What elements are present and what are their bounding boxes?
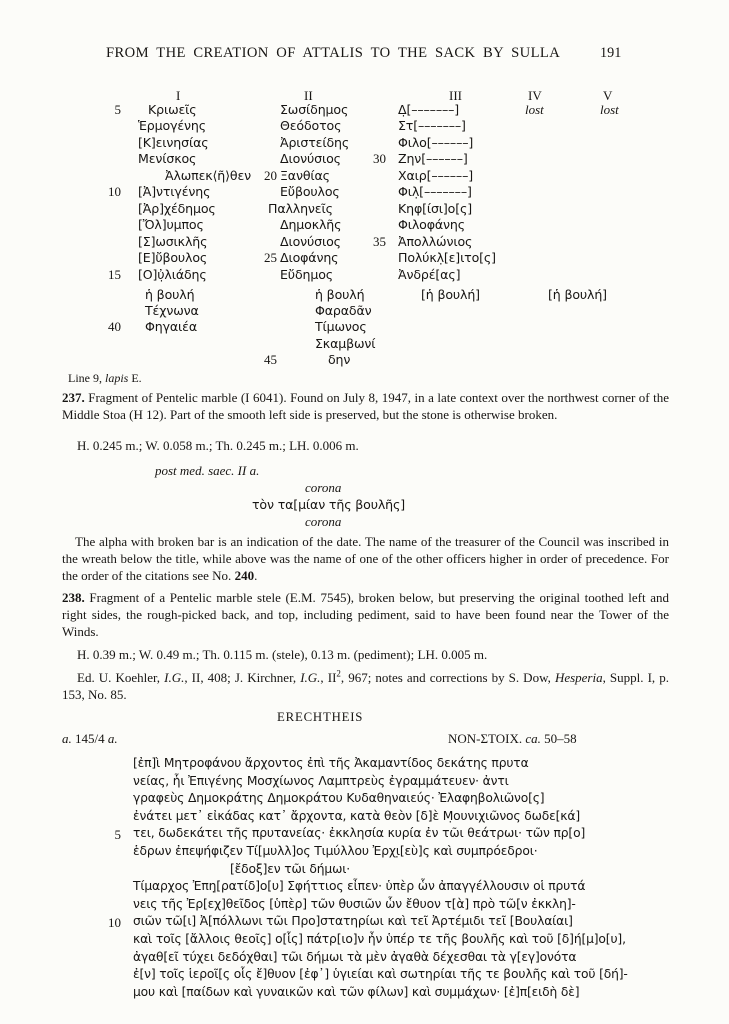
citation-row [0,303,729,320]
text-run: NON-ΣΤΟΙΧ. [448,731,526,746]
text-run: 240 [234,568,255,584]
line-number: 25 [264,250,277,266]
table-cell: Ἑρμογένης [138,118,206,134]
table-cell: Διονύσιος [280,151,341,167]
table-cell: Δημοκλῆς [280,217,342,233]
table-row [0,217,729,234]
decree-line [0,862,729,880]
decree-line [0,897,729,915]
text-run: 2 [336,668,341,679]
entry-237-description [62,389,669,423]
text-run: Ed. U. Koehler, [77,670,165,685]
decree-line [0,879,729,897]
table-cell: Στ[–––––––] [398,118,466,134]
decree-line [0,844,729,862]
page-title: FROM THE CREATION OF ATTALIS TO THE SACK BY SULLA [106,45,561,61]
table-cell: ἡ βουλή [145,286,195,302]
table-cell: Μενίσκος [138,151,197,167]
decree-line-text: νείας, ἧι Ἐπιγένης Μοσχίωνος Λαμπτρεὺς ἐγραμμάτευεν· ἀντι [133,773,509,788]
table-cell: Εὔβουλος [280,184,340,200]
decree-line [0,774,729,792]
decree-line [0,967,729,985]
decree-line-text: ἐνάτει μετ᾽ εἰκάδας κατ᾽ ἄρχοντα, κατὰ θεὸν [δ]ὲ Μ̣ουνιχιῶνος δωδε[κά] [133,808,581,823]
text-run: , II, 408; J. Kirchner, [184,670,301,685]
text-run: The alpha with broken bar is an indication of the date. The name of the treasurer of the Council was inscribed in the wreath below the title, while above was the name of one of the other officers higher in order of precedence. For the order of the citations see No. [62,534,669,584]
table-cell: Δ̣[–––––––] [398,102,460,117]
line-number: 35 [373,233,386,249]
table-cell: ἡ βουλή [315,286,365,302]
table-row [0,135,729,152]
text-run: I.G. [164,670,185,685]
table-cell: [Ε]ὔβουλος [138,250,208,266]
table-cell: Ἀριστείδης [280,134,350,150]
corona-greek-title: τὸν τα[μίαν τῆς βουλῆς] [252,497,406,512]
table-cell: Σωσίδημος [280,102,349,117]
table-cell: [Ὄλ]υμπος [138,217,204,233]
line-number: 5 [114,102,121,117]
table-row [0,234,729,251]
line-number: 45 [264,352,277,368]
table-cell: [ἡ βουλή] [548,286,607,302]
table-row [0,151,729,168]
text-run: Fragment of a Pentelic marble stele (E.M. 7545), broken below, but preserving the original toothed left and right sides, the rough-picked back, and top, including pediment, said to have been found near the Tower of the Winds. [62,590,669,640]
text-run: ca. [525,731,541,746]
text-run: Hesperia [554,670,603,685]
table-cell: Διονύσιος [280,233,341,249]
table-cell: Ἀλωπεκ⟨ῆ⟩θεν [165,167,251,183]
text-run: I.G. [300,670,321,685]
text-run: Line 9, [68,371,105,385]
line-number: 10 [108,184,121,200]
decree-line [0,950,729,968]
table-cell: Φαραδᾶν [315,302,372,318]
decree-line [0,914,729,932]
decree-line-text: ἀγαθ[εῖ τύχει δεδόχθαι] τῶι δήμωι τὰ μὲν ἀγαθὰ δέχεσθαι τὰ γ[εγ]ονότα [133,949,577,964]
line-number: 30 [373,151,386,167]
table-cell: [ἡ βουλή] [421,286,480,302]
table-cell: Ζην[––––––] [398,151,468,167]
entry-237-dimensions: H. 0.245 m.; W. 0.058 m.; Th. 0.245 m.; LH. 0.006 m. [77,438,359,453]
table-cell: Εὔδημος [280,266,333,282]
table-cell: Φηγαιέα [145,319,197,335]
decree-line-text: γραφεὺς Δημοκράτης Δημοκράτου Κυδαθηναιεύς· Ἐλαφηβολιῶνο[ς] [133,791,545,806]
table-cell: Ξανθίας [280,167,330,183]
corona-label-bottom: corona [305,514,342,529]
table-cell: Διοφάνης [280,250,339,266]
text-run: 145/4 [71,731,108,746]
page-number: 191 [600,45,622,61]
table-cell: Ἀνδρέ[ας] [398,266,461,282]
entry-238-dimensions: H. 0.39 m.; W. 0.49 m.; Th. 0.115 m. (stele), 0.13 m. (pediment); LH. 0.005 m. [77,647,488,662]
apparatus-footnote [68,371,142,386]
text-run: a. [62,731,72,746]
table-cell: Τίμωνος [315,319,367,335]
text-run: 238. [62,590,85,605]
column-header: II [304,88,313,103]
decree-line [0,932,729,950]
citation-row [0,319,729,336]
table-row [0,267,729,284]
table-cell: Σκαμβωνί [315,335,376,351]
table-cell: [Ο]ὐ̣λιάδης [138,266,207,282]
lost-note: lost [600,102,619,117]
table-row [0,201,729,218]
table-row [0,168,729,185]
table-cell: Θεόδοτος [280,118,342,134]
decree-line-text: νεις τῆς Ἐρ[εχ]θεῖδος [ὑπὲρ] τῶν θυσιῶν ὧν ἔθυον τ[ὰ] πρὸ τῶ[ν ἐκκλη]- [133,896,576,911]
decree-line [0,985,729,1003]
decree-line [0,791,729,809]
table-cell: δην [328,352,351,368]
text-run: 237. [62,390,85,405]
stoichedon-note [448,731,577,747]
table-cell: [Κ]εινησίας [138,134,209,150]
corona-label-top: corona [305,480,342,495]
decree-line-text: [ἐπ]ὶ Μητροφάνου ἄρχοντος ἐπὶ τῆς Ἀκαμαντίδος δεκάτης πρυτα [133,756,529,770]
column-header: IV [528,88,542,103]
text-run: , II [320,670,337,685]
decree-line [0,826,729,844]
text-run: lapis [105,371,129,385]
table-row [0,102,729,119]
table-cell: Φιλ̣[–––––––] [398,184,472,200]
text-run: , 967; notes and corrections by S. Dow, [340,670,555,685]
table-cell: Φιλο[––––––] [398,134,474,150]
decree-line-number: 10 [108,915,121,931]
line-number: 15 [108,266,121,282]
text-run: Fragment of Pentelic marble (I 6041). Found on July 8, 1947, in a late context over the northwest corner of the Middle Stoa (H 12). Part of the smooth left side is preserved, but the stone is otherwise broken. [62,390,669,423]
table-cell: Κηφ[ίσι]ο[ς] [398,200,473,216]
decree-line-text: ἐ[ν] τοῖς ἱεροῖ[ς οἷς ἔ]θυον [ἐφ᾽] ὑγιείαι καὶ σωτηρίαι τῆς τε βουλῆς καὶ τοῦ [δή]- [133,967,628,982]
tribe-heading: ERECHTHEIS [277,710,364,724]
table-row [0,118,729,135]
decree-date [62,731,118,747]
citation-row [0,352,729,369]
column-header: I [176,88,181,103]
table-cell: Φιλοφάνης [398,217,465,233]
entry-237-date: post med. saec. II a. [155,463,260,478]
decree-line-text: καὶ τοῖς [ἄλλοις θεοῖς] ο[ἷς] πάτρ[ιο]ν ἦν ὑπέρ τε τῆς βουλῆς καὶ τοῦ [δ]ή[μ]ο[υ], [133,932,626,946]
lost-note: lost [525,102,544,117]
table-cell: Τέχνωνα [145,302,199,318]
decree-line [0,809,729,827]
table-cell: Πολύκλ̣[ε]ιτο[ς] [398,250,496,266]
table-cell: [Ἀ]ντιγένης [138,184,211,200]
entry-238-description [62,589,669,641]
table-row [0,250,729,267]
table-cell: Κριωεῖς [148,102,197,117]
decree-line-text: Τίμαρχος Ἐπη̣[ρατίδ]ο[υ] Σφήττιος εἶπεν· ὑπὲρ ὧν ἀπαγγέλλουσιν οἱ πρυτά [133,879,586,894]
line-number: 20 [264,167,277,183]
decree-line [0,756,729,774]
citation-row [0,336,729,353]
table-cell: [Σ]ωσικλῆς [138,233,208,249]
table-cell: [Ἀρ]χέδημος [138,200,216,216]
text-run: 50–58 [540,731,577,746]
line-number: 40 [108,319,121,335]
table-row [0,184,729,201]
decree-line-text: τει, δωδεκάτει τῆς πρυτανείας· ἐκκλησία κυρία ἐν τῶι θεάτρωι· τῶν πρ[ο] [133,826,586,841]
text-run: a. [107,731,118,746]
entry-238-editions [62,669,669,703]
table-cell: Χαιρ[––––––] [398,167,473,183]
decree-line-text: ἑδρων ἐπεψήφιζεν Τί[μυλλ]ος Τιμύλλου Ἐρχι̣[εὺ]ς καὶ συμπρόεδροι· [133,844,538,858]
column-header: III [449,88,462,103]
column-header: V [603,88,613,103]
citation-row [0,287,729,304]
text-run: E. [128,371,142,385]
text-run: . [254,568,258,584]
text-run: , Suppl. I, p. 153, No. 85. [62,670,669,703]
decree-line-text: [ἔδοξ]εν τῶι δήμωι· [230,861,350,876]
decree-line-number: 5 [114,827,121,843]
entry-237-commentary [62,533,669,585]
table-cell: Παλληνεῖς [268,200,333,216]
table-cell: Ἀπολλώνιος [398,233,473,249]
decree-line-text: μου καὶ [παίδων καὶ γυναικῶν καὶ τῶν φίλων] καὶ συμμάχων· [ἐ]π[ειδὴ δὲ] [133,984,580,999]
decree-line-text: σιῶν τῶ[ι] Ἀ[πόλλωνι τῶι Προ]στατηρίωι καὶ τεῖ Ἀρτέμιδι τεῖ [Βουλαίαι] [133,914,573,929]
